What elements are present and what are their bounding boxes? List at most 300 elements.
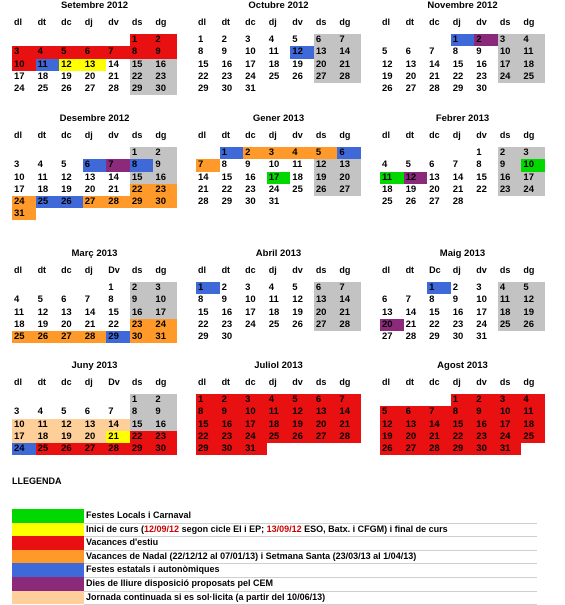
legend-item bbox=[12, 563, 537, 577]
day-cell: 20 bbox=[314, 419, 338, 431]
month-calendar bbox=[12, 360, 177, 455]
legend-swatch bbox=[12, 523, 84, 537]
day-cell: 31 bbox=[243, 443, 267, 455]
day-cell: 2 bbox=[452, 282, 458, 294]
day-cell: 19 bbox=[59, 431, 83, 443]
day-cell bbox=[337, 443, 361, 455]
day-cell: 5 bbox=[37, 294, 43, 306]
day-cell: 14 bbox=[337, 294, 361, 306]
day-cell: 29 bbox=[106, 331, 130, 343]
day-cell: 7 bbox=[84, 294, 90, 306]
day-cell: 4 bbox=[14, 294, 20, 306]
day-cell: 24 bbox=[153, 319, 177, 331]
day-cell: 30 bbox=[220, 443, 244, 455]
day-cell: 3 bbox=[267, 147, 291, 159]
day-cell bbox=[59, 208, 83, 220]
day-cell: 10 bbox=[12, 59, 36, 71]
month-title: Gener 2013 bbox=[252, 113, 305, 124]
day-cell: 5 bbox=[290, 394, 314, 406]
day-cell: 28 bbox=[337, 319, 361, 331]
day-cell: 27 bbox=[382, 330, 393, 342]
day-cell: 31 bbox=[245, 82, 256, 94]
day-cell: 10 bbox=[476, 294, 487, 306]
weekday-header: dt bbox=[221, 130, 231, 140]
day-cell: 7 bbox=[196, 159, 220, 171]
weekday-header: dg bbox=[523, 130, 535, 140]
day-cell: 24 bbox=[498, 431, 522, 443]
day-cell: 7 bbox=[106, 159, 130, 171]
day-cell: 2 bbox=[474, 394, 498, 406]
day-cell: 12 bbox=[292, 294, 303, 306]
day-cell: 11 bbox=[36, 419, 60, 431]
day-cell: 12 bbox=[59, 419, 83, 431]
day-cell: 4 bbox=[37, 159, 43, 171]
day-cell: 1 bbox=[476, 147, 482, 159]
day-cell: 1 bbox=[220, 147, 244, 159]
day-cell: 16 bbox=[245, 171, 256, 183]
day-cell: 20 bbox=[405, 70, 417, 82]
day-cell: 24 bbox=[12, 443, 36, 455]
day-cell: 8 bbox=[130, 46, 154, 58]
day-cell: 28 bbox=[106, 443, 130, 455]
weekday-header: dj bbox=[452, 17, 461, 27]
day-cell bbox=[59, 282, 83, 294]
day-cell: 12 bbox=[404, 172, 428, 184]
day-cell: 25 bbox=[12, 331, 36, 343]
day-cell: 8 bbox=[108, 294, 114, 306]
weekday-header: ds bbox=[499, 17, 511, 27]
day-cell: 16 bbox=[153, 172, 177, 184]
month-calendar bbox=[196, 248, 361, 343]
day-cell: 6 bbox=[404, 406, 428, 418]
month-title: Maig 2013 bbox=[439, 248, 486, 259]
day-cell: 29 bbox=[452, 82, 464, 94]
legend-item bbox=[12, 536, 537, 550]
day-cell: 25 bbox=[521, 431, 545, 443]
day-cell: 10 bbox=[245, 46, 256, 58]
day-cell: 7 bbox=[337, 394, 361, 406]
day-cell: 1 bbox=[196, 394, 220, 406]
weekday-header: ds bbox=[315, 17, 327, 27]
day-cell: 29 bbox=[196, 443, 220, 455]
day-cell: 18 bbox=[268, 306, 280, 318]
day-cell: 20 bbox=[380, 319, 404, 331]
month-calendar bbox=[380, 360, 545, 455]
day-cell: 11 bbox=[268, 46, 279, 58]
weekday-header: dl bbox=[14, 130, 22, 140]
legend-label bbox=[84, 563, 537, 578]
weekday-header: dj bbox=[84, 17, 93, 27]
day-cell: 28 bbox=[198, 195, 209, 207]
day-cell: 22 bbox=[198, 318, 209, 330]
day-cell: 9 bbox=[474, 406, 498, 418]
weekday-header: dl bbox=[382, 265, 390, 275]
day-cell: 26 bbox=[292, 318, 303, 330]
day-cell: 13 bbox=[404, 419, 428, 431]
weekday-header: dc bbox=[429, 377, 440, 387]
weekday-header: dj bbox=[268, 17, 277, 27]
day-cell: 19 bbox=[380, 431, 404, 443]
day-cell: 6 bbox=[405, 46, 411, 58]
day-cell: 30 bbox=[221, 330, 233, 342]
day-cell: 7 bbox=[337, 282, 361, 294]
legend-label bbox=[84, 577, 537, 592]
day-cell: 10 bbox=[153, 294, 177, 306]
day-cell: 23 bbox=[153, 431, 177, 443]
day-cell: 23 bbox=[474, 431, 498, 443]
day-cell: 9 bbox=[221, 294, 227, 306]
day-cell: 21 bbox=[337, 419, 361, 431]
weekday-header: dc bbox=[61, 265, 72, 275]
day-cell bbox=[314, 443, 338, 455]
weekday-header: Dv bbox=[108, 265, 120, 275]
weekday-header: ds bbox=[131, 130, 143, 140]
day-cell bbox=[83, 208, 107, 220]
day-cell bbox=[427, 34, 451, 46]
day-cell: 28 bbox=[106, 196, 130, 208]
day-cell bbox=[290, 331, 314, 343]
day-cell: 8 bbox=[221, 159, 227, 171]
day-cell: 23 bbox=[153, 71, 177, 83]
day-cell: 2 bbox=[153, 394, 177, 406]
day-cell bbox=[153, 208, 177, 220]
day-cell bbox=[290, 443, 314, 455]
day-cell: 6 bbox=[337, 147, 361, 159]
day-cell: 18 bbox=[382, 183, 393, 195]
day-cell: 9 bbox=[153, 159, 177, 171]
day-cell: 8 bbox=[429, 294, 435, 306]
weekday-header: dl bbox=[198, 377, 206, 387]
weekday-header: dl bbox=[198, 17, 206, 27]
day-cell bbox=[521, 331, 545, 343]
day-cell: 26 bbox=[380, 443, 404, 455]
day-cell: 7 bbox=[108, 406, 114, 418]
day-cell bbox=[290, 83, 314, 95]
day-cell: 3 bbox=[243, 394, 267, 406]
day-cell: 17 bbox=[245, 306, 256, 318]
day-cell: 13 bbox=[314, 294, 338, 306]
day-cell: 1 bbox=[130, 147, 154, 159]
day-cell: 6 bbox=[83, 159, 107, 171]
day-cell: 11 bbox=[521, 46, 545, 58]
month-title: Març 2013 bbox=[71, 248, 118, 259]
day-cell: 1 bbox=[196, 282, 220, 294]
day-cell: 2 bbox=[153, 34, 177, 46]
day-cell bbox=[267, 443, 291, 455]
day-cell: 18 bbox=[36, 431, 60, 443]
day-cell: 21 bbox=[106, 431, 130, 443]
day-cell: 5 bbox=[61, 159, 67, 171]
day-cell: 25 bbox=[292, 183, 303, 195]
day-cell: 20 bbox=[314, 59, 338, 71]
day-cell: 18 bbox=[37, 183, 49, 195]
day-cell bbox=[59, 34, 83, 46]
day-cell: 23 bbox=[153, 184, 177, 196]
weekday-header: Dv bbox=[108, 377, 120, 387]
month-calendar bbox=[12, 113, 177, 220]
day-cell: 13 bbox=[382, 306, 393, 318]
day-cell: 22 bbox=[221, 183, 233, 195]
legend-label-part: Festes Locals i Carnaval bbox=[86, 510, 192, 520]
weekday-header: ds bbox=[131, 377, 143, 387]
day-cell: 17 bbox=[14, 70, 25, 82]
day-cell: 28 bbox=[337, 431, 361, 443]
day-cell: 18 bbox=[521, 59, 545, 71]
day-cell: 23 bbox=[221, 318, 233, 330]
day-cell: 15 bbox=[221, 171, 233, 183]
day-cell: 3 bbox=[521, 147, 545, 159]
day-cell: 24 bbox=[476, 318, 487, 330]
day-cell: 25 bbox=[36, 443, 60, 455]
weekday-header: dv bbox=[292, 130, 303, 140]
day-cell: 6 bbox=[314, 34, 338, 46]
weekday-header: dj bbox=[84, 265, 93, 275]
day-cell bbox=[404, 34, 428, 46]
day-cell: 14 bbox=[337, 406, 361, 418]
day-cell: 11 bbox=[380, 172, 404, 184]
legend-label bbox=[84, 591, 537, 605]
day-cell bbox=[451, 147, 475, 159]
month-title: Setembre 2012 bbox=[60, 0, 129, 11]
day-cell: 12 bbox=[37, 306, 49, 318]
day-cell: 19 bbox=[292, 58, 303, 70]
day-cell: 18 bbox=[498, 307, 522, 319]
day-cell: 3 bbox=[245, 282, 251, 294]
day-cell: 15 bbox=[130, 59, 154, 71]
day-cell bbox=[267, 83, 291, 95]
day-cell: 6 bbox=[83, 46, 107, 58]
day-cell: 12 bbox=[59, 59, 83, 71]
day-cell: 8 bbox=[130, 159, 154, 171]
day-cell: 13 bbox=[84, 171, 96, 183]
day-cell: 27 bbox=[83, 196, 107, 208]
day-cell: 21 bbox=[427, 431, 451, 443]
day-cell bbox=[196, 147, 220, 159]
day-cell: 26 bbox=[382, 82, 393, 94]
weekday-header: dc bbox=[61, 17, 72, 27]
legend-swatch bbox=[12, 550, 84, 564]
day-cell: 26 bbox=[36, 331, 60, 343]
day-cell: 6 bbox=[382, 294, 388, 306]
legend-item bbox=[12, 509, 537, 523]
day-cell: 4 bbox=[268, 282, 274, 294]
day-cell: 16 bbox=[498, 172, 522, 184]
day-cell: 7 bbox=[106, 46, 130, 58]
day-cell: 17 bbox=[521, 172, 545, 184]
day-cell: 10 bbox=[243, 406, 267, 418]
day-cell: 12 bbox=[382, 58, 393, 70]
day-cell: 28 bbox=[337, 71, 361, 83]
day-cell: 2 bbox=[474, 34, 498, 46]
legend-label bbox=[84, 509, 537, 524]
day-cell: 22 bbox=[130, 71, 154, 83]
day-cell: 5 bbox=[59, 46, 83, 58]
weekday-header: dt bbox=[37, 130, 47, 140]
day-cell bbox=[404, 394, 428, 406]
day-cell: 23 bbox=[498, 184, 522, 196]
day-cell: 19 bbox=[405, 183, 417, 195]
weekday-header: dg bbox=[339, 265, 351, 275]
day-cell: 14 bbox=[337, 46, 361, 58]
day-cell: 11 bbox=[498, 294, 522, 306]
legend-item bbox=[12, 523, 537, 537]
day-cell bbox=[521, 443, 545, 455]
day-cell: 26 bbox=[314, 184, 338, 196]
day-cell bbox=[36, 282, 60, 294]
weekday-header: ds bbox=[499, 130, 511, 140]
day-cell: 3 bbox=[14, 159, 20, 171]
day-cell: 28 bbox=[108, 82, 119, 94]
day-cell: 13 bbox=[314, 46, 338, 58]
weekday-header: ds bbox=[131, 265, 143, 275]
weekday-header: dl bbox=[198, 130, 206, 140]
weekday-header: dv bbox=[292, 17, 303, 27]
weekday-header: dc bbox=[429, 130, 440, 140]
day-cell: 7 bbox=[429, 46, 435, 58]
day-cell: 20 bbox=[314, 307, 338, 319]
day-cell: 21 bbox=[108, 70, 119, 82]
day-cell: 15 bbox=[198, 58, 209, 70]
day-cell: 24 bbox=[245, 70, 256, 82]
day-cell: 16 bbox=[476, 58, 487, 70]
weekday-header: dt bbox=[405, 130, 415, 140]
day-cell: 17 bbox=[498, 419, 522, 431]
day-cell: 21 bbox=[108, 183, 119, 195]
day-cell: 29 bbox=[451, 443, 475, 455]
legend-label-part: ESO, Batx. i CFGM) i final de curs bbox=[301, 523, 448, 534]
day-cell bbox=[36, 208, 60, 220]
day-cell: 26 bbox=[290, 431, 314, 443]
day-cell: 10 bbox=[12, 419, 36, 431]
month-calendar bbox=[380, 0, 545, 95]
day-cell: 17 bbox=[498, 59, 522, 71]
month-title: Octubre 2012 bbox=[248, 0, 309, 11]
weekday-header: dl bbox=[382, 130, 390, 140]
day-cell: 26 bbox=[59, 196, 83, 208]
day-cell: 23 bbox=[245, 183, 256, 195]
day-cell: 13 bbox=[405, 58, 417, 70]
day-cell bbox=[106, 147, 130, 159]
day-cell: 4 bbox=[498, 282, 522, 294]
weekday-header: dv bbox=[476, 265, 487, 275]
legend-label-part: 12/09/12 bbox=[144, 523, 180, 534]
weekday-header: dg bbox=[155, 17, 167, 27]
day-cell: 18 bbox=[267, 419, 291, 431]
legend-label-part: 13/09/12 bbox=[266, 523, 302, 534]
day-cell: 3 bbox=[14, 406, 20, 418]
day-cell: 22 bbox=[429, 318, 440, 330]
day-cell: 24 bbox=[245, 318, 256, 330]
day-cell: 12 bbox=[290, 406, 314, 418]
day-cell: 4 bbox=[36, 46, 60, 58]
day-cell: 5 bbox=[380, 406, 404, 418]
day-cell: 31 bbox=[498, 443, 522, 455]
legend-label-part: Vacances de Nadal (22/12/12 al 07/01/13) i Setmana Santa (23/03/13 al 1/04/13) bbox=[86, 550, 417, 561]
legend-item bbox=[12, 577, 537, 591]
day-cell: 8 bbox=[476, 159, 482, 171]
day-cell bbox=[106, 34, 130, 46]
day-cell: 18 bbox=[268, 58, 280, 70]
day-cell: 1 bbox=[130, 34, 154, 46]
day-cell bbox=[404, 282, 428, 294]
day-cell: 1 bbox=[108, 282, 114, 294]
day-cell: 4 bbox=[521, 34, 545, 46]
day-cell: 29 bbox=[198, 82, 209, 94]
weekday-header: dc bbox=[245, 265, 256, 275]
day-cell: 5 bbox=[314, 147, 338, 159]
day-cell: 2 bbox=[498, 147, 522, 159]
day-cell: 15 bbox=[130, 419, 154, 431]
day-cell bbox=[12, 34, 36, 46]
weekday-header: dl bbox=[14, 17, 22, 27]
day-cell: 9 bbox=[153, 406, 177, 418]
day-cell bbox=[106, 394, 130, 406]
day-cell bbox=[404, 147, 428, 159]
day-cell: 13 bbox=[83, 59, 107, 71]
day-cell: 1 bbox=[130, 394, 154, 406]
day-cell: 23 bbox=[476, 70, 487, 82]
day-cell: 12 bbox=[380, 419, 404, 431]
day-cell: 15 bbox=[476, 171, 487, 183]
day-cell: 4 bbox=[37, 406, 43, 418]
day-cell: 18 bbox=[292, 171, 303, 183]
day-cell: 23 bbox=[220, 431, 244, 443]
day-cell: 25 bbox=[268, 70, 280, 82]
day-cell: 14 bbox=[108, 171, 119, 183]
day-cell: 2 bbox=[243, 147, 267, 159]
day-cell: 6 bbox=[61, 294, 67, 306]
month-title: Juliol 2013 bbox=[254, 360, 303, 371]
day-cell: 30 bbox=[153, 83, 177, 95]
day-cell: 2 bbox=[221, 282, 227, 294]
day-cell: 26 bbox=[292, 70, 303, 82]
weekday-header: dl bbox=[382, 377, 390, 387]
day-cell: 22 bbox=[476, 183, 487, 195]
month-calendar bbox=[196, 360, 361, 455]
day-cell: 11 bbox=[521, 406, 545, 418]
day-cell bbox=[59, 394, 83, 406]
day-cell: 3 bbox=[498, 394, 522, 406]
day-cell: 30 bbox=[221, 82, 233, 94]
day-cell: 21 bbox=[337, 59, 361, 71]
month-calendar bbox=[380, 113, 545, 208]
day-cell: 7 bbox=[337, 34, 361, 46]
day-cell: 24 bbox=[268, 183, 280, 195]
legend-item bbox=[12, 591, 537, 605]
day-cell: 23 bbox=[452, 318, 464, 330]
day-cell: 27 bbox=[429, 195, 440, 207]
day-cell bbox=[83, 34, 107, 46]
day-cell: 21 bbox=[452, 183, 464, 195]
weekday-header: dg bbox=[155, 265, 167, 275]
day-cell: 19 bbox=[521, 307, 545, 319]
day-cell: 14 bbox=[429, 58, 440, 70]
day-cell: 27 bbox=[337, 184, 361, 196]
day-cell: 21 bbox=[337, 307, 361, 319]
day-cell: 7 bbox=[405, 294, 411, 306]
day-cell bbox=[36, 394, 60, 406]
day-cell: 6 bbox=[314, 394, 338, 406]
weekday-header: dg bbox=[523, 17, 535, 27]
day-cell: 13 bbox=[83, 419, 107, 431]
day-cell: 28 bbox=[427, 443, 451, 455]
day-cell: 22 bbox=[130, 184, 154, 196]
legend-swatch bbox=[12, 536, 84, 550]
day-cell: 21 bbox=[405, 318, 417, 330]
day-cell bbox=[427, 147, 451, 159]
day-cell: 14 bbox=[405, 306, 417, 318]
day-cell: 16 bbox=[153, 419, 177, 431]
